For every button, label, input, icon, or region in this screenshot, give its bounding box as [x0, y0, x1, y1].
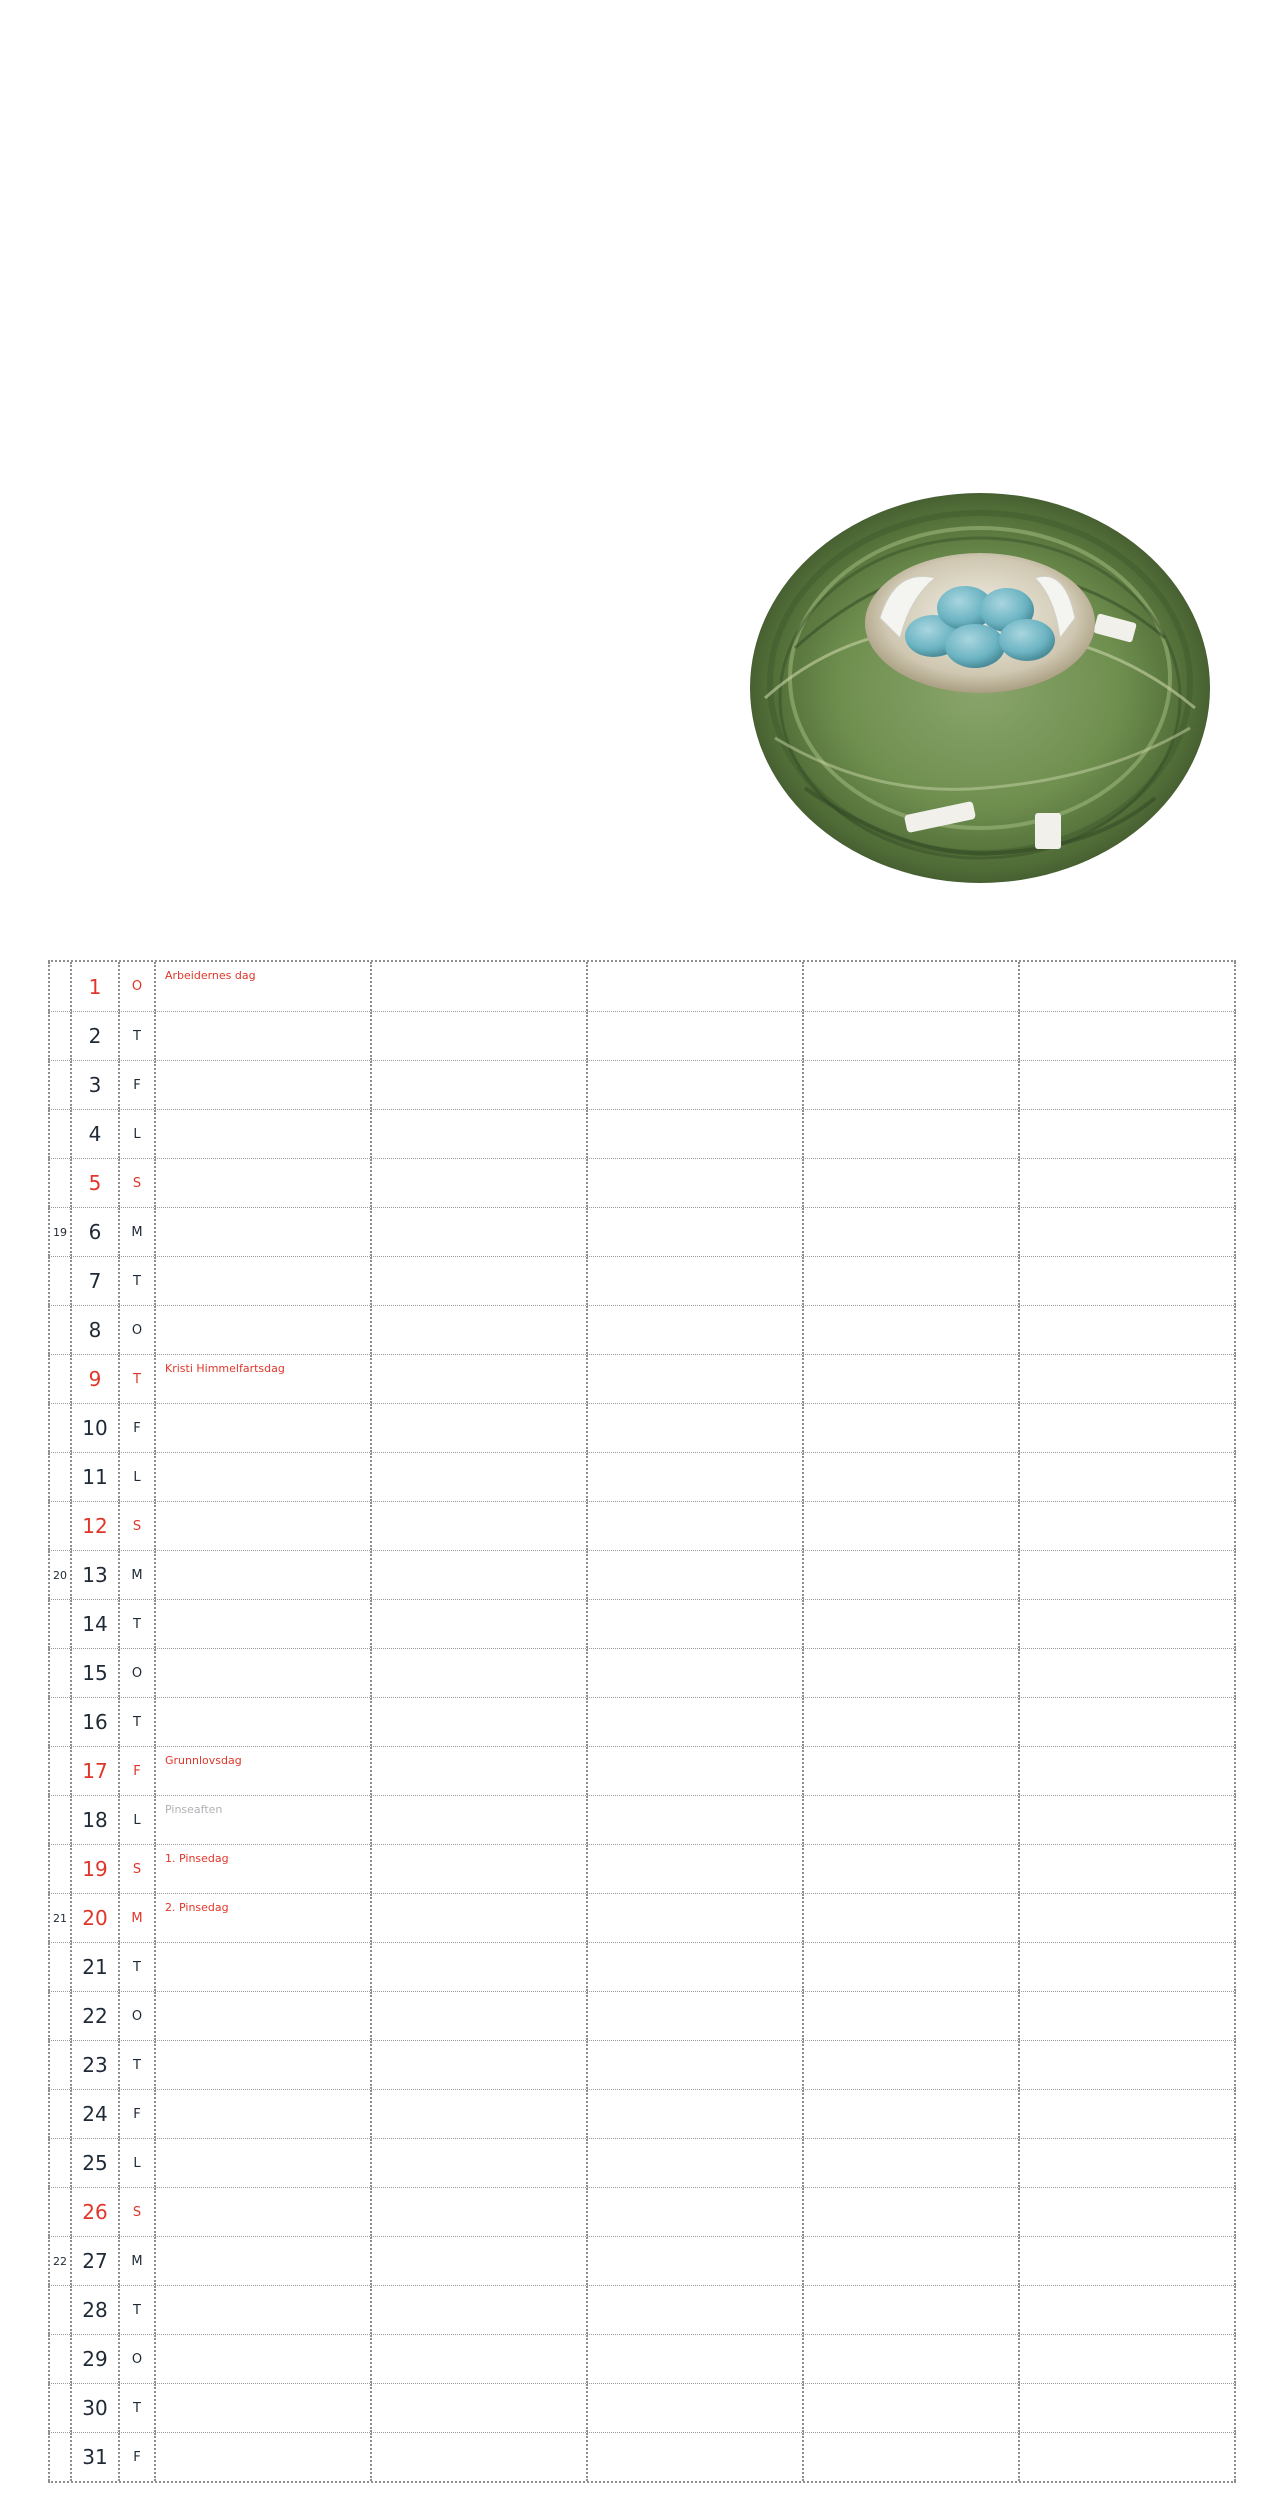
- weekday-letter: T: [120, 1012, 156, 1060]
- weekday-letter: S: [120, 2188, 156, 2236]
- day-number: 19: [72, 1845, 120, 1893]
- writing-cell[interactable]: [804, 2090, 1020, 2138]
- writing-cell[interactable]: [1020, 1453, 1236, 1501]
- day-number: 14: [72, 1600, 120, 1648]
- may-calendar-grid: [48, 960, 1236, 2483]
- writing-cell[interactable]: [372, 1159, 588, 1207]
- weekday-letter: S: [120, 1159, 156, 1207]
- week-number: [48, 1796, 72, 1844]
- calendar-row: [48, 1550, 1236, 1599]
- calendar-row: [48, 2383, 1236, 2432]
- writing-cell[interactable]: [372, 2384, 588, 2432]
- note-cell[interactable]: [156, 2335, 372, 2383]
- writing-cell[interactable]: [804, 1257, 1020, 1305]
- week-number: [48, 1747, 72, 1795]
- note-cell[interactable]: [156, 1600, 372, 1648]
- writing-cell[interactable]: [588, 1208, 804, 1256]
- writing-cell[interactable]: [372, 1012, 588, 1060]
- writing-cell[interactable]: [1020, 1649, 1236, 1697]
- weekday-letter: S: [120, 1845, 156, 1893]
- note-cell[interactable]: [156, 1355, 372, 1403]
- writing-cell[interactable]: [804, 1110, 1020, 1158]
- writing-cell[interactable]: [804, 1061, 1020, 1109]
- weekday-letter: F: [120, 2433, 156, 2481]
- week-number: [48, 1649, 72, 1697]
- writing-cell[interactable]: [372, 962, 588, 1011]
- writing-cell[interactable]: [1020, 1012, 1236, 1060]
- weekday-letter: M: [120, 1208, 156, 1256]
- weekday-letter: F: [120, 1061, 156, 1109]
- writing-cell[interactable]: [588, 1796, 804, 1844]
- day-number: 15: [72, 1649, 120, 1697]
- writing-cell[interactable]: [1020, 2384, 1236, 2432]
- note-cell[interactable]: [156, 2384, 372, 2432]
- calendar-row: [48, 1158, 1236, 1207]
- writing-cell[interactable]: [588, 2041, 804, 2089]
- weekday-letter: F: [120, 1747, 156, 1795]
- writing-cell[interactable]: [588, 1306, 804, 1354]
- week-number: 22: [48, 2237, 72, 2285]
- note-cell[interactable]: [156, 1698, 372, 1746]
- writing-cell[interactable]: [588, 1404, 804, 1452]
- writing-cell[interactable]: [804, 1894, 1020, 1942]
- writing-cell[interactable]: [1020, 2335, 1236, 2383]
- week-number: [48, 1110, 72, 1158]
- calendar-row: [48, 1256, 1236, 1305]
- holiday-label: 1. Pinsedag: [165, 1852, 229, 1865]
- weekday-letter: M: [120, 1894, 156, 1942]
- writing-cell[interactable]: [372, 1943, 588, 1991]
- weekday-letter: T: [120, 2041, 156, 2089]
- calendar-row: [48, 1060, 1236, 1109]
- writing-cell[interactable]: [1020, 1257, 1236, 1305]
- week-number: [48, 1355, 72, 1403]
- calendar-row: [48, 2285, 1236, 2334]
- writing-cell[interactable]: [588, 2090, 804, 2138]
- writing-cell[interactable]: [372, 1796, 588, 1844]
- day-number: 20: [72, 1894, 120, 1942]
- calendar-row: [48, 1354, 1236, 1403]
- bird-nest-illustration: [735, 468, 1225, 903]
- writing-cell[interactable]: [1020, 1355, 1236, 1403]
- writing-cell[interactable]: [372, 2090, 588, 2138]
- weekday-letter: O: [120, 1992, 156, 2040]
- writing-cell[interactable]: [372, 1061, 588, 1109]
- day-number: 12: [72, 1502, 120, 1550]
- note-cell[interactable]: [156, 1943, 372, 1991]
- writing-cell[interactable]: [804, 1355, 1020, 1403]
- week-number: [48, 1061, 72, 1109]
- calendar-row: [48, 1991, 1236, 2040]
- day-number: 28: [72, 2286, 120, 2334]
- note-cell[interactable]: [156, 1061, 372, 1109]
- writing-cell[interactable]: [1020, 1698, 1236, 1746]
- calendar-row: [48, 2138, 1236, 2187]
- bird-nest-icon: [735, 468, 1225, 903]
- calendar-row: [48, 2334, 1236, 2383]
- writing-cell[interactable]: [588, 1747, 804, 1795]
- writing-cell[interactable]: [372, 1649, 588, 1697]
- note-cell[interactable]: [156, 1159, 372, 1207]
- weekday-letter: T: [120, 2286, 156, 2334]
- writing-cell[interactable]: [1020, 1894, 1236, 1942]
- writing-cell[interactable]: [588, 962, 804, 1011]
- weekday-letter: O: [120, 1649, 156, 1697]
- day-number: 25: [72, 2139, 120, 2187]
- writing-cell[interactable]: [588, 1061, 804, 1109]
- writing-cell[interactable]: [372, 1992, 588, 2040]
- weekday-letter: T: [120, 1257, 156, 1305]
- week-number: [48, 1257, 72, 1305]
- note-cell[interactable]: [156, 1012, 372, 1060]
- writing-cell[interactable]: [588, 1110, 804, 1158]
- calendar-row: [48, 1893, 1236, 1942]
- writing-cell[interactable]: [1020, 1747, 1236, 1795]
- calendar-row: [48, 2089, 1236, 2138]
- week-number: [48, 1698, 72, 1746]
- week-number: [48, 1845, 72, 1893]
- writing-cell[interactable]: [372, 1306, 588, 1354]
- writing-cell[interactable]: [1020, 2286, 1236, 2334]
- writing-cell[interactable]: [372, 2139, 588, 2187]
- calendar-row: [48, 1452, 1236, 1501]
- day-number: 23: [72, 2041, 120, 2089]
- calendar-row: [48, 1501, 1236, 1550]
- weekday-letter: T: [120, 1698, 156, 1746]
- calendar-row: [48, 1599, 1236, 1648]
- writing-cell[interactable]: [1020, 2041, 1236, 2089]
- writing-cell[interactable]: [804, 1943, 1020, 1991]
- writing-cell[interactable]: [804, 1992, 1020, 2040]
- writing-cell[interactable]: [804, 2188, 1020, 2236]
- day-number: 26: [72, 2188, 120, 2236]
- writing-cell[interactable]: [372, 1404, 588, 1452]
- day-number: 7: [72, 1257, 120, 1305]
- writing-cell[interactable]: [588, 1600, 804, 1648]
- weekday-letter: M: [120, 1551, 156, 1599]
- week-number: [48, 1453, 72, 1501]
- day-number: 1: [72, 962, 120, 1011]
- note-cell[interactable]: [156, 1306, 372, 1354]
- day-number: 10: [72, 1404, 120, 1452]
- writing-cell[interactable]: [804, 1159, 1020, 1207]
- calendar-row: [48, 1011, 1236, 1060]
- calendar-row: [48, 1942, 1236, 1991]
- writing-cell[interactable]: [1020, 1306, 1236, 1354]
- day-number: 30: [72, 2384, 120, 2432]
- week-number: [48, 2041, 72, 2089]
- writing-cell[interactable]: [804, 1649, 1020, 1697]
- writing-cell[interactable]: [588, 2237, 804, 2285]
- note-cell[interactable]: [156, 1110, 372, 1158]
- week-number: [48, 1306, 72, 1354]
- writing-cell[interactable]: [804, 962, 1020, 1011]
- writing-cell[interactable]: [804, 1012, 1020, 1060]
- calendar-row: [48, 1795, 1236, 1844]
- note-cell[interactable]: [156, 1992, 372, 2040]
- note-cell[interactable]: [156, 1649, 372, 1697]
- day-number: 18: [72, 1796, 120, 1844]
- writing-cell[interactable]: [804, 1600, 1020, 1648]
- writing-cell[interactable]: [804, 1453, 1020, 1501]
- week-number: [48, 2090, 72, 2138]
- writing-cell[interactable]: [588, 2188, 804, 2236]
- writing-cell[interactable]: [1020, 1600, 1236, 1648]
- writing-cell[interactable]: [1020, 1551, 1236, 1599]
- calendar-row: [48, 1697, 1236, 1746]
- writing-cell[interactable]: [372, 1355, 588, 1403]
- week-number: [48, 1159, 72, 1207]
- week-number: [48, 2286, 72, 2334]
- writing-cell[interactable]: [1020, 1502, 1236, 1550]
- calendar-row: [48, 1844, 1236, 1893]
- writing-cell[interactable]: [588, 2335, 804, 2383]
- writing-cell[interactable]: [804, 2335, 1020, 2383]
- weekday-letter: L: [120, 2139, 156, 2187]
- writing-cell[interactable]: [588, 1453, 804, 1501]
- day-number: 16: [72, 1698, 120, 1746]
- weekday-letter: F: [120, 1404, 156, 1452]
- week-number: [48, 1502, 72, 1550]
- week-number: [48, 1600, 72, 1648]
- note-cell[interactable]: [156, 2090, 372, 2138]
- writing-cell[interactable]: [804, 2433, 1020, 2481]
- writing-cell[interactable]: [588, 1551, 804, 1599]
- writing-cell[interactable]: [804, 2384, 1020, 2432]
- holiday-label: Kristi Himmelfartsdag: [165, 1362, 285, 1375]
- writing-cell[interactable]: [372, 2237, 588, 2285]
- day-number: 11: [72, 1453, 120, 1501]
- note-cell[interactable]: [156, 962, 372, 1011]
- writing-cell[interactable]: [1020, 1845, 1236, 1893]
- writing-cell[interactable]: [588, 2433, 804, 2481]
- holiday-label: Grunnlovsdag: [165, 1754, 242, 1767]
- weekday-letter: T: [120, 1355, 156, 1403]
- writing-cell[interactable]: [804, 1747, 1020, 1795]
- writing-cell[interactable]: [1020, 2090, 1236, 2138]
- weekday-letter: L: [120, 1796, 156, 1844]
- writing-cell[interactable]: [588, 1845, 804, 1893]
- writing-cell[interactable]: [588, 2139, 804, 2187]
- week-number: [48, 1012, 72, 1060]
- note-cell[interactable]: [156, 1208, 372, 1256]
- writing-cell[interactable]: [1020, 1992, 1236, 2040]
- writing-cell[interactable]: [804, 1404, 1020, 1452]
- writing-cell[interactable]: [804, 1502, 1020, 1550]
- day-number: 17: [72, 1747, 120, 1795]
- writing-cell[interactable]: [372, 1894, 588, 1942]
- writing-cell[interactable]: [588, 1894, 804, 1942]
- week-number: [48, 2188, 72, 2236]
- writing-cell[interactable]: [372, 1551, 588, 1599]
- note-cell[interactable]: [156, 1551, 372, 1599]
- writing-cell[interactable]: [588, 1943, 804, 1991]
- writing-cell[interactable]: [1020, 1159, 1236, 1207]
- writing-cell[interactable]: [1020, 1208, 1236, 1256]
- week-number: [48, 2335, 72, 2383]
- writing-cell[interactable]: [804, 1551, 1020, 1599]
- writing-cell[interactable]: [804, 2286, 1020, 2334]
- writing-cell[interactable]: [372, 1453, 588, 1501]
- holiday-label: 2. Pinsedag: [165, 1901, 229, 1914]
- week-number: 21: [48, 1894, 72, 1942]
- writing-cell[interactable]: [1020, 1796, 1236, 1844]
- day-number: 29: [72, 2335, 120, 2383]
- writing-cell[interactable]: [1020, 1404, 1236, 1452]
- calendar-row: [48, 2187, 1236, 2236]
- day-number: 4: [72, 1110, 120, 1158]
- day-number: 6: [72, 1208, 120, 1256]
- writing-cell[interactable]: [804, 1845, 1020, 1893]
- writing-cell[interactable]: [804, 1796, 1020, 1844]
- day-number: 5: [72, 1159, 120, 1207]
- writing-cell[interactable]: [372, 2433, 588, 2481]
- day-number: 2: [72, 1012, 120, 1060]
- writing-cell[interactable]: [372, 2335, 588, 2383]
- calendar-row: [48, 1746, 1236, 1795]
- day-number: 22: [72, 1992, 120, 2040]
- writing-cell[interactable]: [372, 2188, 588, 2236]
- writing-cell[interactable]: [588, 1502, 804, 1550]
- calendar-row: [48, 962, 1236, 1011]
- note-cell[interactable]: [156, 1796, 372, 1844]
- writing-cell[interactable]: [804, 1208, 1020, 1256]
- weekday-letter: L: [120, 1453, 156, 1501]
- holiday-label: Pinseaften: [165, 1803, 223, 1816]
- calendar-row: [48, 2236, 1236, 2285]
- note-cell[interactable]: [156, 2433, 372, 2481]
- day-number: 21: [72, 1943, 120, 1991]
- note-cell[interactable]: [156, 2139, 372, 2187]
- writing-cell[interactable]: [372, 2041, 588, 2089]
- writing-cell[interactable]: [588, 1698, 804, 1746]
- writing-cell[interactable]: [1020, 1110, 1236, 1158]
- day-number: 3: [72, 1061, 120, 1109]
- calendar-row: [48, 1207, 1236, 1256]
- weekday-letter: F: [120, 2090, 156, 2138]
- week-number: [48, 2433, 72, 2481]
- note-cell[interactable]: [156, 2041, 372, 2089]
- writing-cell[interactable]: [1020, 962, 1236, 1011]
- writing-cell[interactable]: [804, 2041, 1020, 2089]
- writing-cell[interactable]: [804, 1698, 1020, 1746]
- writing-cell[interactable]: [588, 1649, 804, 1697]
- week-number: 19: [48, 1208, 72, 1256]
- calendar-row: [48, 2432, 1236, 2481]
- day-number: 13: [72, 1551, 120, 1599]
- note-cell[interactable]: [156, 2188, 372, 2236]
- weekday-letter: O: [120, 962, 156, 1011]
- writing-cell[interactable]: [372, 1600, 588, 1648]
- weekday-letter: T: [120, 1943, 156, 1991]
- weekday-letter: S: [120, 1502, 156, 1550]
- writing-cell[interactable]: [372, 1257, 588, 1305]
- note-cell[interactable]: [156, 1747, 372, 1795]
- writing-cell[interactable]: [588, 1355, 804, 1403]
- writing-cell[interactable]: [588, 2286, 804, 2334]
- note-cell[interactable]: [156, 1502, 372, 1550]
- writing-cell[interactable]: [804, 2139, 1020, 2187]
- holiday-label: Arbeidernes dag: [165, 969, 256, 982]
- week-number: [48, 1992, 72, 2040]
- weekday-letter: T: [120, 2384, 156, 2432]
- day-number: 8: [72, 1306, 120, 1354]
- writing-cell[interactable]: [1020, 1943, 1236, 1991]
- writing-cell[interactable]: [1020, 2188, 1236, 2236]
- writing-cell[interactable]: [372, 1110, 588, 1158]
- note-cell[interactable]: [156, 2286, 372, 2334]
- writing-cell[interactable]: [588, 2384, 804, 2432]
- writing-cell[interactable]: [804, 2237, 1020, 2285]
- weekday-letter: M: [120, 2237, 156, 2285]
- writing-cell[interactable]: [1020, 2433, 1236, 2481]
- writing-cell[interactable]: [804, 1306, 1020, 1354]
- note-cell[interactable]: [156, 1894, 372, 1942]
- writing-cell[interactable]: [372, 2286, 588, 2334]
- weekday-letter: O: [120, 2335, 156, 2383]
- weekday-letter: L: [120, 1110, 156, 1158]
- writing-cell[interactable]: [372, 1698, 588, 1746]
- writing-cell[interactable]: [372, 1502, 588, 1550]
- note-cell[interactable]: [156, 1845, 372, 1893]
- writing-cell[interactable]: [372, 1845, 588, 1893]
- note-cell[interactable]: [156, 2237, 372, 2285]
- day-number: 31: [72, 2433, 120, 2481]
- calendar-row: [48, 1305, 1236, 1354]
- calendar-row: [48, 2040, 1236, 2089]
- week-number: [48, 2139, 72, 2187]
- week-number: [48, 1404, 72, 1452]
- note-cell[interactable]: [156, 1453, 372, 1501]
- week-number: [48, 962, 72, 1011]
- week-number: 20: [48, 1551, 72, 1599]
- weekday-letter: T: [120, 1600, 156, 1648]
- week-number: [48, 2384, 72, 2432]
- day-number: 24: [72, 2090, 120, 2138]
- day-number: 27: [72, 2237, 120, 2285]
- writing-cell[interactable]: [588, 1012, 804, 1060]
- writing-cell[interactable]: [372, 1747, 588, 1795]
- weekday-letter: O: [120, 1306, 156, 1354]
- writing-cell[interactable]: [1020, 2139, 1236, 2187]
- calendar-row: [48, 1648, 1236, 1697]
- writing-cell[interactable]: [1020, 2237, 1236, 2285]
- writing-cell[interactable]: [372, 1208, 588, 1256]
- calendar-row: [48, 1403, 1236, 1452]
- writing-cell[interactable]: [588, 1159, 804, 1207]
- calendar-row: [48, 1109, 1236, 1158]
- note-cell[interactable]: [156, 1257, 372, 1305]
- writing-cell[interactable]: [1020, 1061, 1236, 1109]
- writing-cell[interactable]: [588, 1992, 804, 2040]
- day-number: 9: [72, 1355, 120, 1403]
- note-cell[interactable]: [156, 1404, 372, 1452]
- writing-cell[interactable]: [588, 1257, 804, 1305]
- week-number: [48, 1943, 72, 1991]
